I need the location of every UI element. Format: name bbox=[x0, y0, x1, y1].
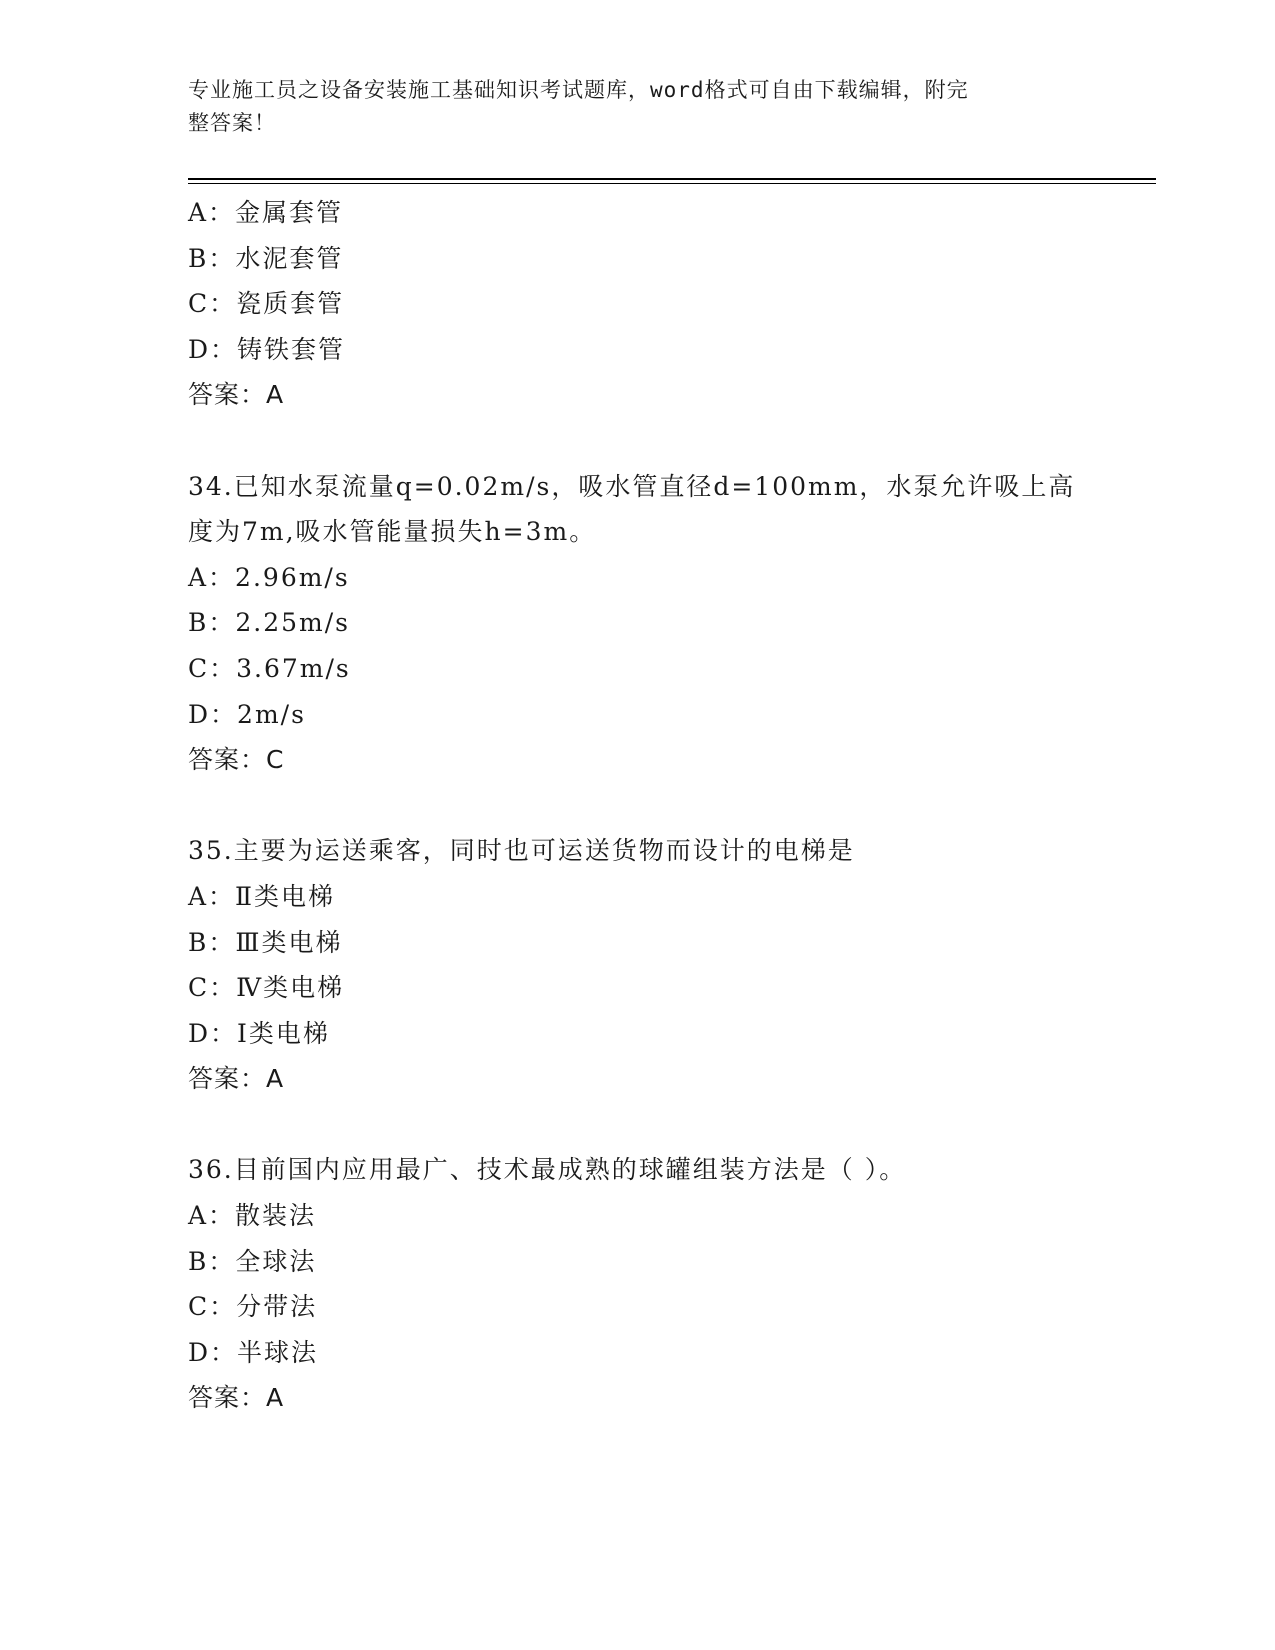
answer: 答案：C bbox=[188, 745, 285, 775]
answer: 答案：A bbox=[188, 1383, 285, 1413]
spacer bbox=[188, 1102, 1088, 1148]
question-text-line-1: 34.已知水泵流量q=0.02m/s，吸水管直径d=100mm，水泵允许吸上高 bbox=[188, 471, 1076, 501]
header-rule-thin bbox=[188, 183, 1156, 184]
option-a: A：金属套管 bbox=[188, 198, 344, 227]
header-rule-thick bbox=[188, 178, 1156, 180]
option-b: B：全球法 bbox=[188, 1246, 317, 1276]
option-d: D：2m/s bbox=[188, 699, 306, 729]
question-text: 35.主要为运送乘客，同时也可运送货物而设计的电梯是 bbox=[188, 836, 855, 866]
answer: 答案：A bbox=[188, 1064, 285, 1094]
option-b: B：2.25m/s bbox=[188, 608, 350, 638]
question-list bbox=[188, 190, 1088, 1421]
question-36 bbox=[188, 1147, 1088, 1421]
option-c: C：分带法 bbox=[188, 1292, 318, 1322]
option-a: A：Ⅱ类电梯 bbox=[188, 881, 336, 911]
option-c: C：3.67m/s bbox=[188, 653, 351, 683]
spacer bbox=[188, 418, 1088, 464]
option-c: C：Ⅳ类电梯 bbox=[188, 973, 345, 1003]
answer: 答案：A bbox=[188, 380, 285, 410]
option-d: D：铸铁套管 bbox=[188, 334, 346, 364]
option-d: D：Ⅰ类电梯 bbox=[188, 1018, 330, 1048]
option-a: A：2.96m/s bbox=[188, 562, 350, 592]
page-header bbox=[188, 74, 1068, 140]
question-33-continued bbox=[188, 190, 1088, 418]
option-b: B：水泥套管 bbox=[188, 243, 344, 273]
question-text-line-2: 度为7m,吸水管能量损失h=3m。 bbox=[188, 517, 597, 547]
question-34 bbox=[188, 464, 1088, 783]
option-d: D：半球法 bbox=[188, 1337, 319, 1367]
option-b: B：Ⅲ类电梯 bbox=[188, 927, 343, 957]
spacer bbox=[188, 783, 1088, 829]
question-text: 36.目前国内应用最广、技术最成熟的球罐组装方法是（ ）。 bbox=[188, 1155, 907, 1185]
header-line-1: 专业施工员之设备安装施工基础知识考试题库，word格式可自由下载编辑，附完 bbox=[188, 78, 969, 102]
option-a: A：散装法 bbox=[188, 1201, 317, 1231]
header-line-2: 整答案！ bbox=[188, 111, 276, 135]
question-35 bbox=[188, 828, 1088, 1102]
option-c: C：瓷质套管 bbox=[188, 289, 345, 319]
